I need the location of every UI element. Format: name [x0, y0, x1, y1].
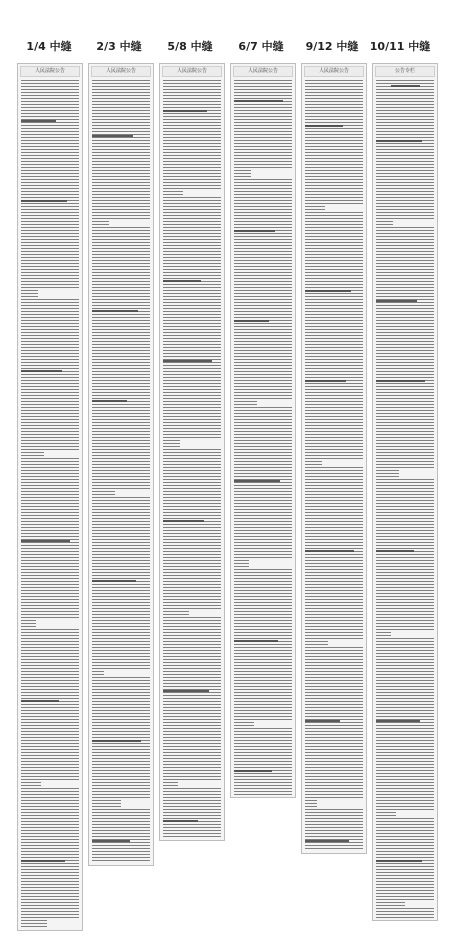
notice-strip-5: [301, 63, 367, 854]
strip-title-6: 公告专栏: [375, 66, 435, 77]
column-header-6: 10/11 中缝: [369, 40, 431, 53]
strip-title-2: 人民法院公告: [91, 66, 151, 77]
notice-text-block-3: [163, 80, 221, 838]
notice-text-block-2: [92, 80, 150, 863]
notice-strip-4: [230, 63, 296, 798]
notice-text-block-6: [376, 80, 434, 918]
column-header-3: 5/8 中缝: [167, 40, 213, 53]
notice-text-block-4: [234, 80, 292, 795]
notice-text-block-5: [305, 80, 363, 851]
column-header-5: 9/12 中缝: [305, 40, 359, 53]
column-header-2: 2/3 中缝: [96, 40, 142, 53]
notice-strip-2: [88, 63, 154, 866]
strip-title-3: 人民法院公告: [162, 66, 222, 77]
notice-strip-6: [372, 63, 438, 921]
column-header-1: 1/4 中缝: [26, 40, 72, 53]
column-header-4: 6/7 中缝: [238, 40, 284, 53]
strip-title-1: 人民法院公告: [20, 66, 80, 77]
strip-title-4: 人民法院公告: [233, 66, 293, 77]
notice-strip-1: [17, 63, 83, 931]
strip-title-5: 人民法院公告: [304, 66, 364, 77]
notice-text-block-1: [21, 80, 79, 928]
notice-strip-3: [159, 63, 225, 841]
